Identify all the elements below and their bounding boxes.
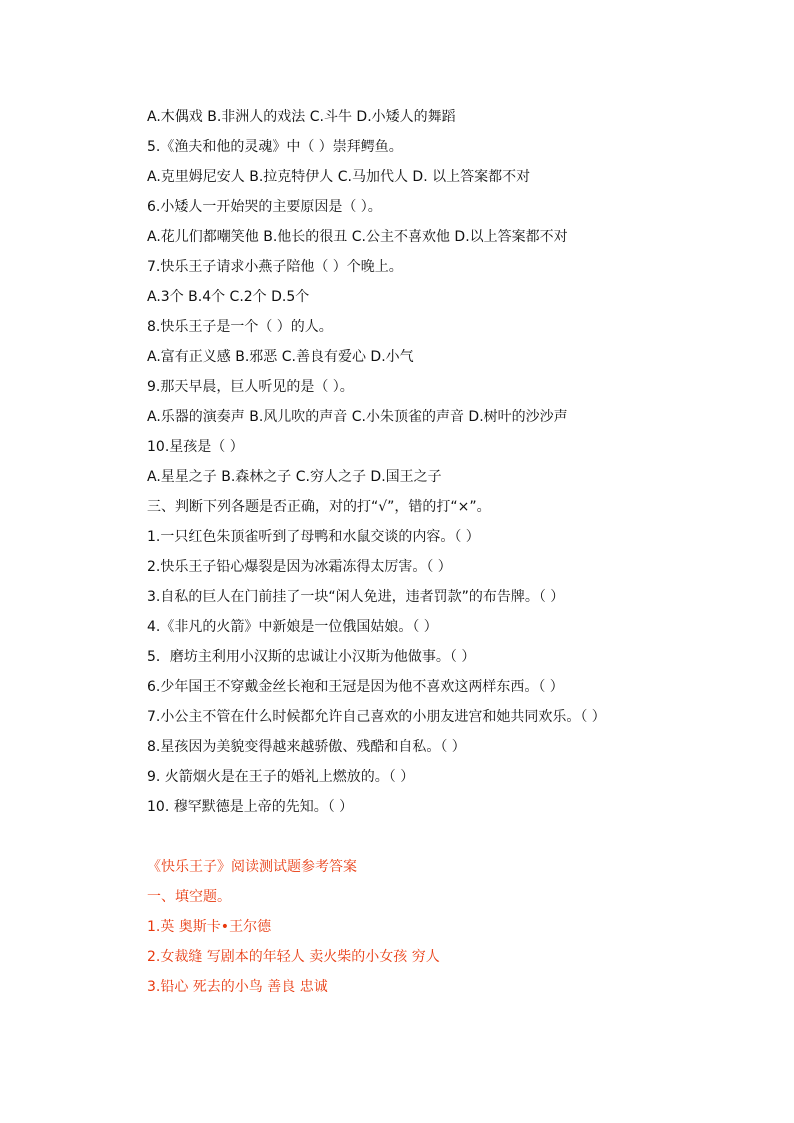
answer-item-3: 3.铅心 死去的小鸟 善良 忠诚 xyxy=(147,979,328,995)
blank-line xyxy=(147,826,767,856)
judgment-1: 1.一只红色朱顶雀听到了母鸭和水鼠交谈的内容。（ ） xyxy=(147,529,480,545)
question-5: 5.《渔夫和他的灵魂》中（ ）崇拜鳄鱼。 xyxy=(147,139,403,155)
answer-section-heading: 一、填空题。 xyxy=(147,889,231,905)
judgment-10: 10. 穆罕默德是上帝的先知。（ ） xyxy=(147,799,354,815)
question-8-options: A.富有正义感 B.邪恶 C.善良有爱心 D.小气 xyxy=(147,349,414,365)
question-10: 10.星孩是（ ） xyxy=(147,439,244,455)
judgment-3: 3.自私的巨人在门前挂了一块“闲人免进，违者罚款”的布告牌。（ ） xyxy=(147,589,565,605)
answer-key-title: 《快乐王子》阅读测试题参考答案 xyxy=(147,859,357,875)
answer-item-1: 1.英 奥斯卡•王尔德 xyxy=(147,919,272,935)
question-8: 8.快乐王子是一个（ ）的人。 xyxy=(147,319,333,335)
judgment-5: 5．磨坊主利用小汉斯的忠诚让小汉斯为他做事。（ ） xyxy=(147,649,476,665)
question-9: 9.那天早晨，巨人听见的是（ ）。 xyxy=(147,379,354,395)
question-6-options: A.花儿们都嘲笑他 B.他长的很丑 C.公主不喜欢他 D.以上答案都不对 xyxy=(147,229,568,245)
document-body xyxy=(147,106,767,1006)
section-three-heading: 三、判断下列各题是否正确，对的打“√”，错的打“×”。 xyxy=(147,499,491,515)
question-6: 6.小矮人一开始哭的主要原因是（ ）。 xyxy=(147,199,382,215)
judgment-6: 6.少年国王不穿戴金丝长袍和王冠是因为他不喜欢这两样东西。（ ） xyxy=(147,679,564,695)
judgment-7: 7.小公主不管在什么时候都允许自己喜欢的小朋友进宫和她共同欢乐。（ ） xyxy=(147,709,606,725)
question-7: 7.快乐王子请求小燕子陪他（ ）个晚上。 xyxy=(147,259,403,275)
question-5-options: A.克里姆尼安人 B.拉克特伊人 C.马加代人 D. 以上答案都不对 xyxy=(147,169,531,185)
answer-item-2: 2.女裁缝 写剧本的年轻人 卖火柴的小女孩 穷人 xyxy=(147,949,440,965)
judgment-8: 8.星孩因为美貌变得越来越骄傲、残酷和自私。（ ） xyxy=(147,739,466,755)
question-9-options: A.乐器的演奏声 B.风儿吹的声音 C.小朱顶雀的声音 D.树叶的沙沙声 xyxy=(147,409,568,425)
judgment-4: 4.《非凡的火箭》中新娘是一位俄国姑娘。（ ） xyxy=(147,619,438,635)
question-10-options: A.星星之子 B.森林之子 C.穷人之子 D.国王之子 xyxy=(147,469,442,485)
question-7-options: A.3个 B.4个 C.2个 D.5个 xyxy=(147,289,310,305)
question-4-options: A.木偶戏 B.非洲人的戏法 C.斗牛 D.小矮人的舞蹈 xyxy=(147,109,456,125)
judgment-2: 2.快乐王子铅心爆裂是因为冰霜冻得太厉害。（ ） xyxy=(147,559,452,575)
judgment-9: 9. 火箭烟火是在王子的婚礼上燃放的。（ ） xyxy=(147,769,415,785)
